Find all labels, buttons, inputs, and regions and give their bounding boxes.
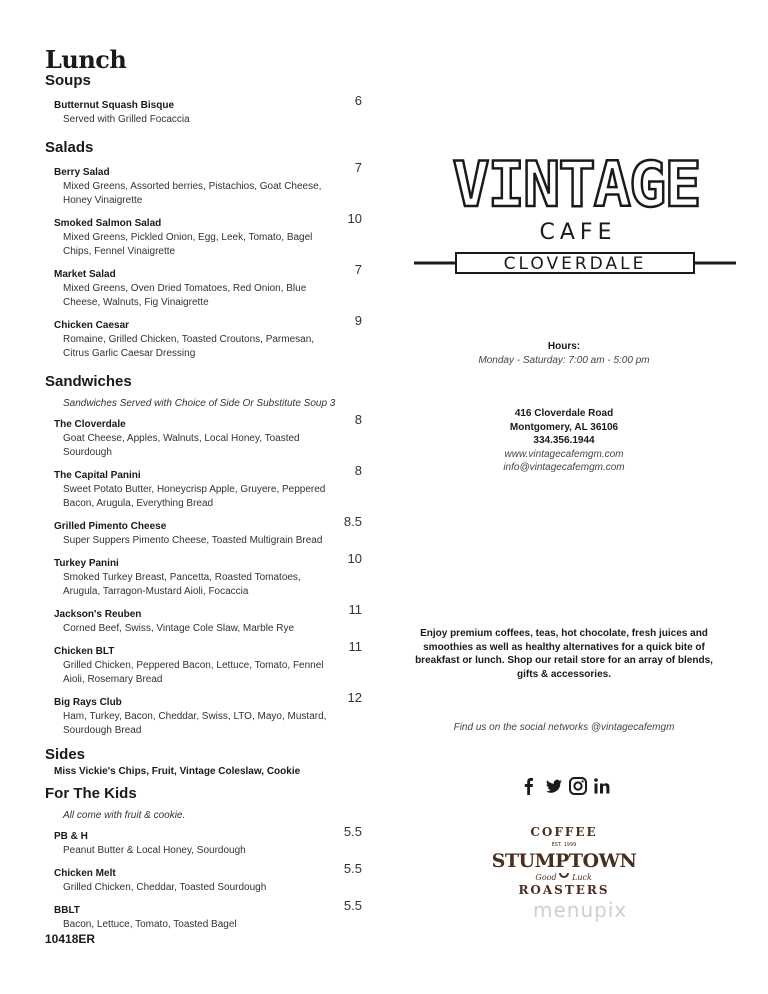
menu-item-description: Romaine, Grilled Chicken, Toasted Croutons, Parmesan, Citrus Garlic Caesar Dressing <box>63 334 315 359</box>
menu-item-description: Super Suppers Pimento Cheese, Toasted Multigrain Bread <box>63 535 323 546</box>
menu-item-name: The Cloverdale <box>54 419 126 430</box>
sides-section <box>45 746 370 779</box>
twitter-icon[interactable] <box>544 776 562 796</box>
menu-item-name: Big Rays Club <box>54 697 122 708</box>
menu-item <box>45 412 370 460</box>
menu-item-name: Jackson's Reuben <box>54 609 142 620</box>
salads-section <box>45 139 370 361</box>
menu-item <box>45 313 370 361</box>
menu-item-name: BBLT <box>54 905 80 916</box>
address-line2: Montgomery, AL 36106 <box>509 421 619 433</box>
menu-item-name: Grilled Pimento Cheese <box>54 521 167 532</box>
stumptown-roasters-text: ROASTERS <box>518 883 610 897</box>
menu-item-price: 12 <box>347 690 362 705</box>
menu-item-price: 8 <box>354 463 362 478</box>
logo-cafe-text: CAFE <box>539 220 617 245</box>
address-line1: 416 Cloverdale Road <box>514 408 614 419</box>
menu-item <box>45 690 370 738</box>
menu-item-name: Berry Salad <box>54 167 110 178</box>
menu-item-description: Served with Grilled Focaccia <box>63 114 190 125</box>
menu-item <box>45 463 370 511</box>
menu-item-description: Mixed Greens, Oven Dried Tomatoes, Red Onion, Blue Cheese, Walnuts, Fig Vinaigrette <box>63 283 307 308</box>
website-link[interactable]: www.vintagecafemgm.com <box>504 448 624 460</box>
menu-item-description: Smoked Turkey Breast, Pancetta, Roasted Tomatoes, Arugula, Tarragon-Mustard Aioli, Focaccia <box>63 572 301 597</box>
menu-item-description: Sweet Potato Butter, Honeycrisp Apple, Gruyere, Peppered Bacon, Arugula, Everything Bread <box>63 484 326 509</box>
menu-item-name: Smoked Salmon Salad <box>54 218 162 229</box>
menu-item <box>45 602 370 636</box>
soups-title: Soups <box>45 72 91 89</box>
kids-note: All come with fruit & cookie. <box>63 810 186 821</box>
stumptown-good-text: Good <box>535 873 557 882</box>
horseshoe-icon <box>560 873 568 877</box>
menu-item-name: The Capital Panini <box>54 470 141 481</box>
kids-title: For The Kids <box>45 785 137 802</box>
menu-item <box>45 160 370 208</box>
kids-section <box>45 785 370 932</box>
stumptown-luck-text: Luck <box>572 873 592 882</box>
menu-item <box>45 898 370 932</box>
menu-item-name: Turkey Panini <box>54 558 119 569</box>
menupix-watermark: menupix <box>533 898 628 922</box>
sandwiches-title: Sandwiches <box>45 373 132 390</box>
salads-title: Salads <box>45 139 94 156</box>
menu-code: 10418ER <box>45 932 96 946</box>
menu-title: Lunch <box>45 45 127 74</box>
menu-item <box>45 262 370 310</box>
menu-item-price: 10 <box>347 551 362 566</box>
sandwiches-note: Sandwiches Served with Choice of Side Or Substitute Soup 3 <box>63 398 336 409</box>
stumptown-coffee-text: COFFEE <box>530 825 598 839</box>
menu-item <box>45 211 370 259</box>
social-icons <box>520 776 610 796</box>
menu-item-price: 5.5 <box>343 861 362 876</box>
instagram-icon[interactable] <box>568 776 586 796</box>
menu-item-name: Chicken Melt <box>54 868 116 879</box>
menu-item-name: Butternut Squash Bisque <box>54 100 175 111</box>
lunch-menu <box>45 46 370 932</box>
menu-item <box>45 514 370 548</box>
stumptown-name-text: STUMPTOWN <box>491 850 637 872</box>
menu-item <box>45 93 370 127</box>
logo-cloverdale-text: CLOVERDALE <box>503 254 647 274</box>
menu-item-price: 11 <box>348 602 362 617</box>
menu-item-price: 10 <box>347 211 362 226</box>
menu-item-name: Market Salad <box>54 269 116 280</box>
menu-item-price: 8 <box>354 412 362 427</box>
menu-item-price: 7 <box>354 262 362 277</box>
menu-item-description: Bacon, Lettuce, Tomato, Toasted Bagel <box>63 919 237 930</box>
menu-item <box>45 551 370 599</box>
menu-item-price: 5.5 <box>343 898 362 913</box>
stumptown-logo <box>491 823 637 903</box>
menu-item <box>45 639 370 687</box>
contact-block <box>414 407 714 475</box>
sides-title: Sides <box>45 746 86 763</box>
menu-item-description: Grilled Chicken, Cheddar, Toasted Sourdough <box>63 882 267 893</box>
hours-block <box>414 340 714 367</box>
menu-item-price: 5.5 <box>343 824 362 839</box>
hours-label: Hours: <box>547 341 581 352</box>
menu-item-description: Goat Cheese, Apples, Walnuts, Local Honey, Toasted Sourdough <box>63 433 300 458</box>
phone-number: 334.356.1944 <box>533 435 595 446</box>
menu-item-price: 9 <box>354 313 362 328</box>
facebook-icon[interactable] <box>520 776 538 796</box>
menu-item-price: 8.5 <box>343 514 362 529</box>
menu-item <box>45 824 370 858</box>
soups-section <box>45 72 370 127</box>
email-link[interactable]: info@vintagecafemgm.com <box>503 462 625 473</box>
menu-item-price: 11 <box>348 639 362 654</box>
menu-item-price: 7 <box>354 160 362 175</box>
sides-text: Miss Vickie's Chips, Fruit, Vintage Coleslaw, Cookie <box>54 766 301 777</box>
stumptown-est-text: EST. 1999 <box>551 842 577 848</box>
menu-item-description: Corned Beef, Swiss, Vintage Cole Slaw, Marble Rye <box>63 623 295 634</box>
vintage-cafe-logo <box>414 138 738 278</box>
menu-item-name: Chicken BLT <box>54 646 115 657</box>
menu-item-description: Mixed Greens, Assorted berries, Pistachios, Goat Cheese, Honey Vinaigrette <box>63 181 322 206</box>
menu-item-name: PB & H <box>54 831 88 842</box>
menu-item-description: Grilled Chicken, Peppered Bacon, Lettuce, Tomato, Fennel Aioli, Rosemary Bread <box>63 660 324 685</box>
menu-item-name: Chicken Caesar <box>54 320 130 331</box>
promo-text: Enjoy premium coffees, teas, hot chocolate, fresh juices and smoothies as well as healthy alternatives for a quick bite of breakfast or lunch. Shop our retail store for an array of blends, gifts & accessories. <box>415 628 713 680</box>
menu-item-description: Peanut Butter & Local Honey, Sourdough <box>63 845 246 856</box>
menu-item <box>45 861 370 895</box>
menu-item-description: Ham, Turkey, Bacon, Cheddar, Swiss, LTO, Mayo, Mustard, Sourdough Bread <box>63 711 327 736</box>
logo-vintage-text: VINTAGE <box>452 148 700 221</box>
linkedin-icon[interactable] <box>592 776 610 796</box>
hours-value: Monday - Saturday: 7:00 am - 5:00 pm <box>478 354 650 366</box>
menu-item-price: 6 <box>354 93 362 108</box>
menu-item-description: Mixed Greens, Pickled Onion, Egg, Leek, Tomato, Bagel Chips, Fennel Vinaigrette <box>63 232 313 257</box>
social-note: Find us on the social networks @vintagecafemgm <box>453 722 675 733</box>
sandwiches-section <box>45 373 370 738</box>
